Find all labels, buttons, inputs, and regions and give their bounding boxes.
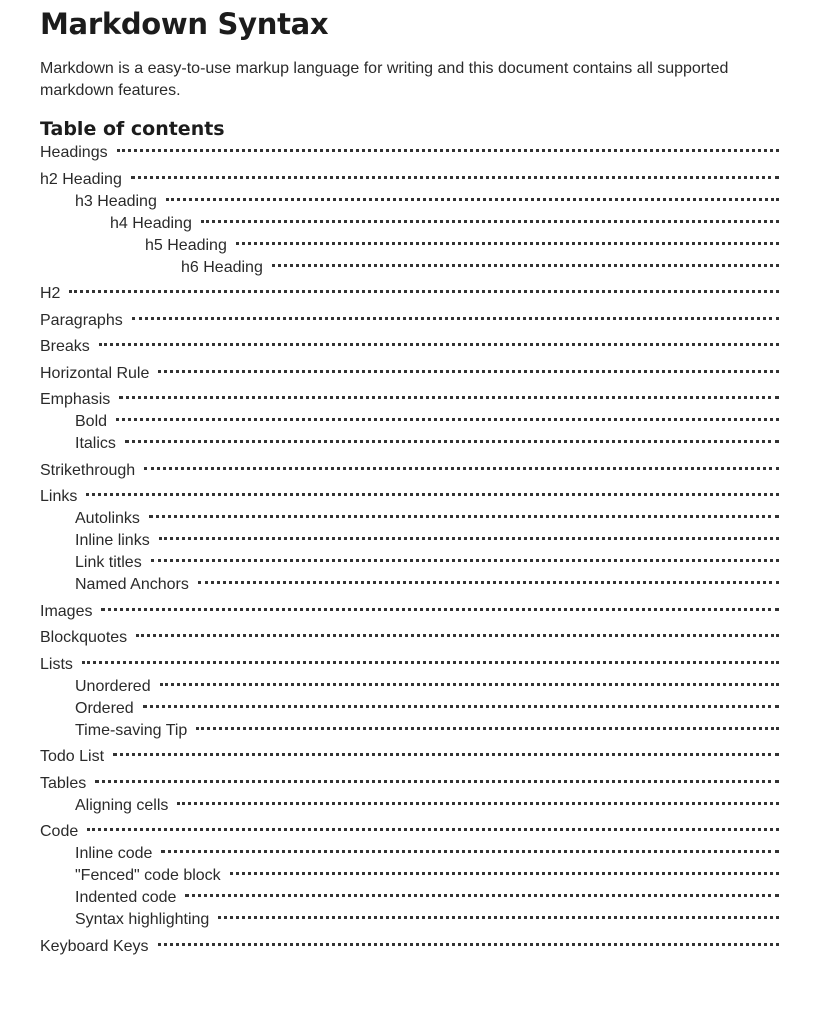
toc-link[interactable]: Breaks [40,338,90,355]
toc-dot-leader [86,493,779,496]
toc-link[interactable]: Emphasis [40,391,111,408]
toc-link[interactable]: Ordered [75,699,134,717]
toc-dot-leader [185,894,779,897]
toc-dot-leader [198,581,779,584]
toc-dot-leader [161,850,779,853]
toc-item[interactable] [40,865,779,887]
toc-link[interactable]: Syntax highlighting [75,911,210,928]
toc-link[interactable]: Link titles [75,554,142,571]
toc-link[interactable]: Inline code [75,845,153,862]
toc-dot-leader [69,290,779,293]
toc-link[interactable]: Italics [75,435,116,452]
toc-link[interactable]: h4 Heading [110,214,192,232]
toc-item[interactable] [40,169,779,191]
toc-item[interactable] [40,720,779,742]
toc-dot-leader [136,634,779,637]
toc-dot-leader [132,317,779,320]
toc-dot-leader [158,943,779,946]
toc-heading: Table of contents [40,118,225,140]
toc-dot-leader [119,396,779,399]
toc-dot-leader [151,559,779,562]
toc-link[interactable]: H2 [40,285,61,302]
toc-dot-leader [158,370,779,373]
toc-item[interactable] [40,795,779,817]
toc-link[interactable]: Lists [40,655,73,673]
toc-item[interactable] [40,257,779,279]
toc-dot-leader [125,440,779,443]
toc-dot-leader [230,872,779,875]
toc-dot-leader [236,242,779,245]
toc-dot-leader [87,828,779,831]
toc-item[interactable] [40,363,779,385]
toc-link[interactable]: Links [40,488,78,505]
toc-link[interactable]: h3 Heading [75,192,157,210]
toc-dot-leader [113,753,779,756]
toc-item[interactable] [40,283,779,305]
toc-link[interactable]: Headings [40,144,108,161]
toc-link[interactable]: h6 Heading [181,258,263,276]
toc-dot-leader [177,802,779,805]
toc-item[interactable] [40,235,779,257]
toc-dot-leader [166,198,779,201]
toc-dot-leader [82,661,779,664]
toc-item[interactable] [40,433,779,455]
toc-dot-leader [95,780,779,783]
toc-item[interactable] [40,191,779,213]
toc-link[interactable]: Strikethrough [40,461,136,479]
toc-item[interactable] [40,460,779,482]
toc-link[interactable]: h2 Heading [40,170,122,188]
toc-link[interactable]: "Fenced" code block [75,867,221,884]
toc-item[interactable] [40,654,779,676]
toc-link[interactable]: Todo List [40,748,105,765]
toc-link[interactable]: Code [40,823,79,840]
toc-link[interactable]: Keyboard Keys [40,937,149,955]
toc-link[interactable]: Unordered [75,677,151,695]
toc-dot-leader [131,176,779,179]
toc-dot-leader [159,537,779,540]
toc-item[interactable] [40,773,779,795]
toc-link[interactable]: Inline links [75,532,150,549]
toc-item[interactable] [40,936,779,958]
toc-link[interactable]: Blockquotes [40,629,128,646]
toc-dot-leader [201,220,779,223]
toc-item[interactable] [40,336,779,358]
toc-link[interactable]: h5 Heading [145,236,227,254]
toc-link[interactable]: Tables [40,774,87,792]
toc-link[interactable]: Named Anchors [75,576,189,593]
toc-link[interactable]: Time-saving Tip [75,721,188,739]
toc-item[interactable] [40,530,779,552]
toc-item[interactable] [40,887,779,909]
intro-paragraph: Markdown is a easy-to-use markup language for writing and this document contains all supported markdown features. [40,60,729,99]
toc-dot-leader [99,343,779,346]
toc-item[interactable] [40,676,779,698]
toc-item[interactable] [40,213,779,235]
toc-link[interactable]: Paragraphs [40,311,123,329]
toc-item[interactable] [40,746,779,768]
toc-item[interactable] [40,310,779,332]
toc-item[interactable] [40,698,779,720]
toc-item[interactable] [40,486,779,508]
toc-dot-leader [196,727,779,730]
toc-link[interactable]: Horizontal Rule [40,364,150,382]
toc-dot-leader [117,149,779,152]
toc-item[interactable] [40,843,779,865]
toc-dot-leader [144,467,779,470]
toc-dot-leader [143,705,779,708]
toc-link[interactable]: Aligning cells [75,796,169,814]
toc-link[interactable]: Bold [75,413,108,430]
toc-link[interactable]: Autolinks [75,510,140,527]
toc-dot-leader [101,608,779,611]
toc-item[interactable] [40,909,779,931]
toc-dot-leader [149,515,779,518]
toc-link[interactable]: Indented code [75,889,177,906]
toc-dot-leader [272,264,779,267]
toc-item[interactable] [40,821,779,843]
toc-item[interactable] [40,142,779,164]
toc-item[interactable] [40,389,779,411]
toc-item[interactable] [40,508,779,530]
toc-link[interactable]: Images [40,602,93,620]
toc-item[interactable] [40,627,779,649]
toc-item[interactable] [40,552,779,574]
toc-dot-leader [116,418,779,421]
toc-item[interactable] [40,574,779,596]
toc-dot-leader [218,916,779,919]
table-of-contents [40,142,779,958]
toc-item[interactable] [40,411,779,433]
toc-dot-leader [160,683,779,686]
page-title: Markdown Syntax [40,7,329,41]
toc-item[interactable] [40,601,779,623]
